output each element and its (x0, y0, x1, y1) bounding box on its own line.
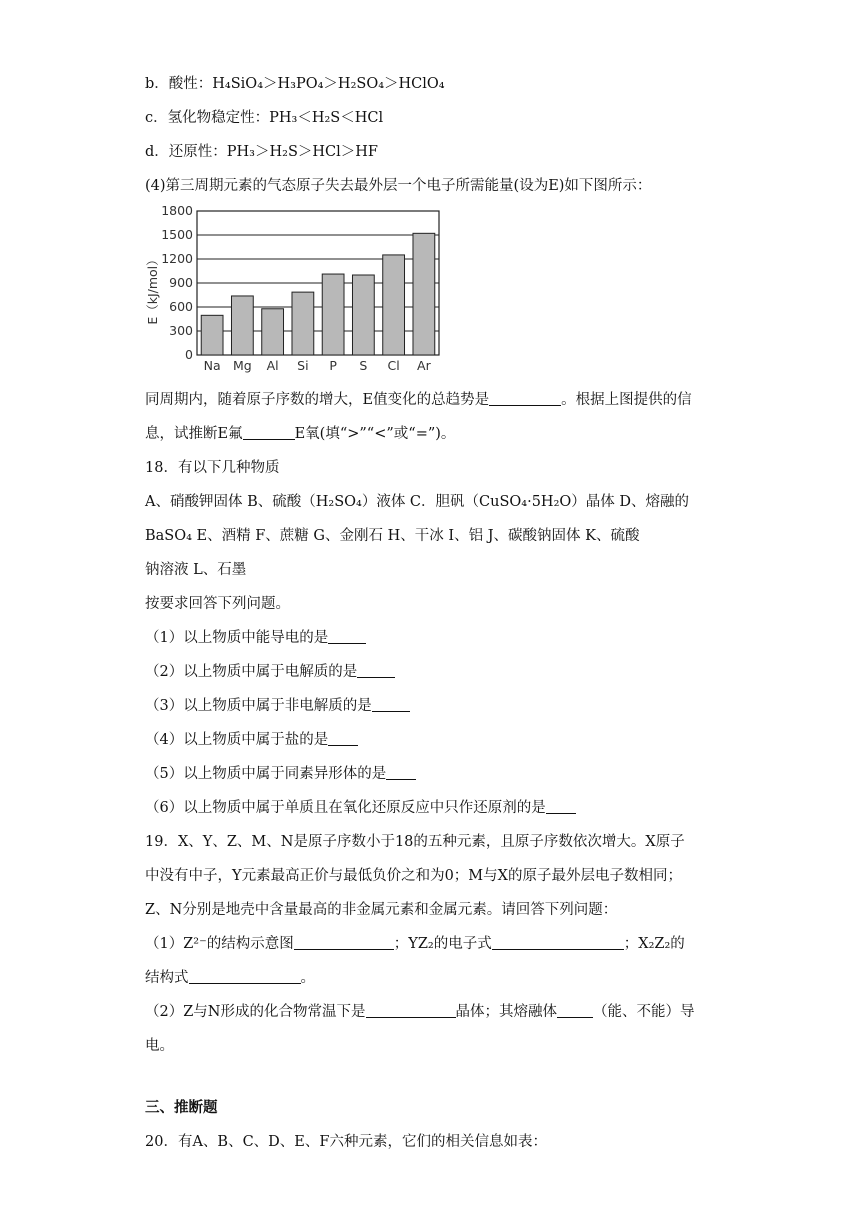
answer-blank-4[interactable] (328, 731, 358, 747)
answer-blank-structure[interactable] (294, 935, 394, 951)
x-tick-label: Cl (387, 358, 400, 373)
answer-blank-crystal[interactable] (366, 1003, 456, 1019)
q18-list-1: A、硝酸钾固体 B、硫酸（H₂SO₄）液体 C．胆矾（CuSO₄·5H₂O）晶体 D、熔融的 (145, 494, 690, 510)
y-tick-label: 1200 (161, 251, 193, 266)
q18-list-2: BaSO₄ E、酒精 F、蔗糖 G、金刚石 H、干冰 I、铝 J、碳酸钠固体 K、硫酸 (145, 528, 640, 544)
y-tick-label: 1800 (161, 203, 193, 218)
q19-sub-1-cont (145, 966, 315, 987)
option-d: d．还原性：PH₃＞H₂S＞HCl＞HF (145, 144, 378, 160)
y-tick-label: 0 (185, 347, 193, 362)
bar-si (292, 292, 314, 355)
q18-sub-1-text: （1）以上物质中能导电的是 (145, 630, 329, 646)
answer-blank-1[interactable] (328, 629, 366, 645)
answer-blank-3[interactable] (372, 697, 410, 713)
q18-sub-4 (145, 728, 358, 749)
q4-trend-line (145, 388, 692, 409)
q19-sub-2 (145, 1000, 695, 1021)
answer-blank-electron-formula[interactable] (492, 935, 624, 951)
q19-sub-1 (145, 932, 685, 953)
q19-line-1: 19．X、Y、Z、M、N是原子序数小于18的五种元素，且原子序数依次增大。X原子 (145, 834, 685, 850)
q18-instruction: 按要求回答下列问题。 (145, 596, 290, 612)
bar-ar (413, 233, 435, 355)
bar-na (201, 315, 223, 355)
q18-sub-2-text: （2）以上物质中属于电解质的是 (145, 664, 358, 680)
answer-blank-trend[interactable] (489, 391, 561, 407)
question-4: (4)第三周期元素的气态原子失去最外层一个电子所需能量(设为E)如下图所示： (145, 178, 652, 194)
q19-sub-1-text-d: 结构式 (145, 970, 189, 986)
q18-sub-3-text: （3）以上物质中属于非电解质的是 (145, 698, 372, 714)
x-tick-label: Na (203, 358, 221, 373)
q18-sub-5 (145, 762, 416, 783)
answer-blank-6[interactable] (546, 799, 576, 815)
x-tick-label: P (329, 358, 337, 373)
y-tick-label: 600 (169, 299, 193, 314)
bar-mg (231, 296, 253, 355)
y-tick-label: 900 (169, 275, 193, 290)
q4-infer-text-b: E氧(填“>”“<”或“=”)。 (294, 426, 456, 442)
ionization-energy-chart (145, 201, 445, 377)
q4-trend-text-b: 。根据上图提供的信 (561, 392, 692, 408)
x-tick-label: Ar (417, 358, 431, 373)
q18-sub-1 (145, 626, 366, 647)
q19-sub-1-text-a: （1）Z²⁻的结构示意图 (145, 936, 294, 952)
q19-sub-1-text-c: ；X₂Z₂的 (623, 936, 685, 952)
section-heading: 三、推断题 (145, 1099, 218, 1116)
q19-line-3: Z、N分别是地壳中含量最高的非金属元素和金属元素。请回答下列问题： (145, 902, 618, 918)
y-tick-label: 1500 (161, 227, 193, 242)
bar-al (262, 309, 284, 355)
answer-blank-2[interactable] (357, 663, 395, 679)
question-20: 20．有A、B、C、D、E、F六种元素，它们的相关信息如表： (145, 1134, 547, 1150)
answer-blank-conduct[interactable] (557, 1003, 593, 1019)
q18-sub-2 (145, 660, 395, 681)
x-tick-label: S (359, 358, 368, 373)
x-tick-label: Al (266, 358, 279, 373)
answer-blank-5[interactable] (386, 765, 416, 781)
option-c: c．氢化物稳定性：PH₃＜H₂S＜HCl (145, 110, 384, 126)
q18-sub-4-text: （4）以上物质中属于盐的是 (145, 732, 329, 748)
q18-sub-3 (145, 694, 410, 715)
q18-sub-6-text: （6）以上物质中属于单质且在氧化还原反应中只作还原剂的是 (145, 800, 546, 816)
q18-sub-6 (145, 796, 576, 817)
option-b: b．酸性：H₄SiO₄＞H₃PO₄＞H₂SO₄＞HClO₄ (145, 76, 445, 92)
q18-sub-5-text: （5）以上物质中属于同素异形体的是 (145, 766, 387, 782)
y-tick-label: 300 (169, 323, 193, 338)
q4-infer-line (145, 422, 455, 443)
q19-sub-2-text-b: 晶体；其熔融体 (455, 1004, 557, 1020)
q19-sub-1-text-e: 。 (300, 970, 315, 986)
q18-list-3: 钠溶液 L、石墨 (145, 562, 247, 578)
q19-sub-1-text-b: ；YZ₂的电子式 (393, 936, 492, 952)
question-18: 18．有以下几种物质 (145, 460, 280, 476)
bar-cl (383, 255, 405, 355)
answer-blank-structural-formula[interactable] (189, 969, 301, 985)
q19-line-2: 中没有中子，Y元素最高正价与最低负价之和为0；M与X的原子最外层电子数相同； (145, 868, 682, 884)
bar-s (352, 275, 374, 355)
q19-sub-2-text-a: （2）Z与N形成的化合物常温下是 (145, 1004, 366, 1020)
answer-blank-compare[interactable] (243, 425, 295, 441)
q19-sub-2-text-c: （能、不能）导 (593, 1004, 695, 1020)
q19-sub-2-cont: 电。 (145, 1038, 174, 1054)
x-tick-label: Mg (233, 358, 252, 373)
y-axis-label: E（kJ/mol） (145, 253, 160, 325)
q4-infer-text-a: 息，试推断E氟 (145, 426, 243, 442)
bar-p (322, 274, 344, 355)
q4-trend-text-a: 同周期内，随着原子序数的增大，E值变化的总趋势是 (145, 392, 490, 408)
x-tick-label: Si (297, 358, 309, 373)
